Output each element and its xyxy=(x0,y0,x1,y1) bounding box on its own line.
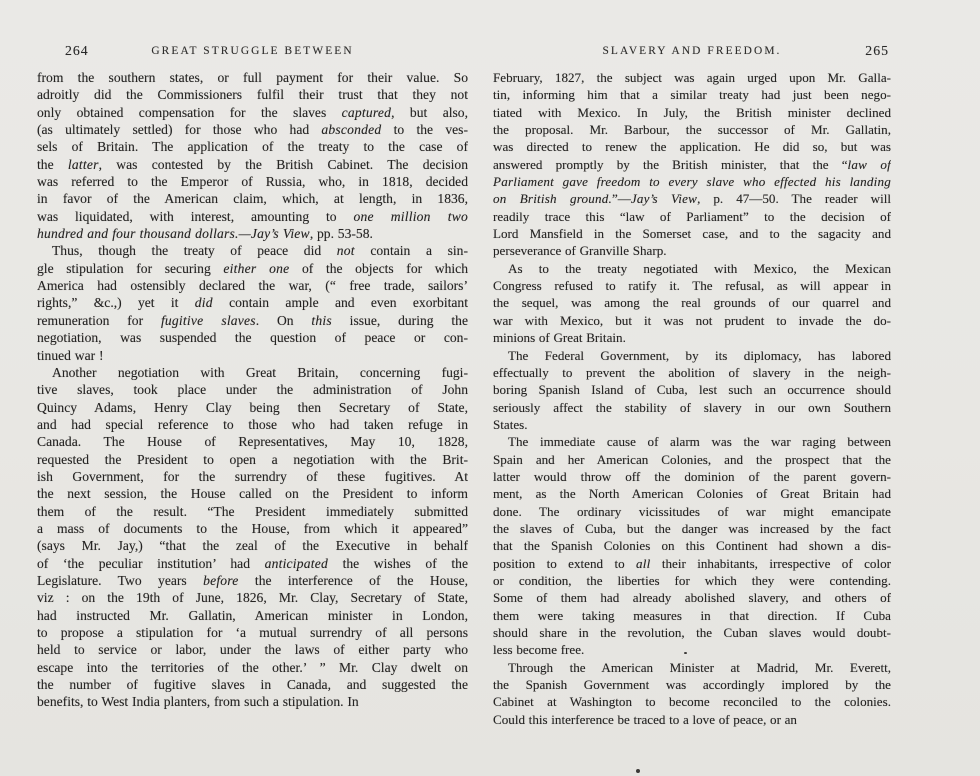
text-line: held to service or labor, under the laws of either party who xyxy=(37,642,468,658)
text-line: was referred to the Emperor of Russia, who, in 1818, decided xyxy=(37,174,468,190)
text-line: Lord Mansfield in the Somerset case, and to the sagacity and xyxy=(493,226,891,242)
text-line: war with Mexico, but it was not prudent to invade the do- xyxy=(493,312,891,328)
text-line: done. The ordinary vicissitudes of war might emancipate xyxy=(493,503,891,519)
text-line: (as ultimately settled) for those who had absconded to the ves- xyxy=(37,122,468,138)
text-line: (says Mr. Jay,) “that the zeal of the Executive in behalf xyxy=(37,538,468,554)
text-line: escape into the territories of the other.’ ” Mr. Clay dwelt on xyxy=(37,659,468,675)
text-line: tin, informing him that a similar treaty had just been nego- xyxy=(493,87,891,103)
paragraph xyxy=(37,242,468,363)
text-line: Cabinet at Washington to become reconciled to the colonies. xyxy=(493,694,891,710)
text-line: Congress refused to ratify it. The refusal, as will appear in xyxy=(493,278,891,294)
right-page-body xyxy=(493,69,891,728)
left-page xyxy=(37,44,468,711)
text-line: answered promptly by the British minister, that the “law of xyxy=(493,156,891,172)
right-page xyxy=(493,44,891,728)
text-line: The Federal Government, by its diplomacy, has labored xyxy=(508,347,891,363)
text-line: States. xyxy=(493,416,528,432)
text-line: to propose a stipulation for ‘a mutual surrendry of all persons xyxy=(37,625,468,640)
text-line: from the southern states, or full payment for their value. So xyxy=(37,70,468,85)
text-line: effectually to prevent the abolition of slavery in the neigh- xyxy=(493,364,891,380)
text-line: in favor of the American claim, which, at length, in 1836, xyxy=(37,191,468,207)
text-line: the next session, the House called on the President to inform xyxy=(37,486,468,502)
text-line: The immediate cause of alarm was the war raging between xyxy=(508,434,891,450)
left-page-number: 264 xyxy=(65,43,89,58)
paragraph xyxy=(493,347,891,434)
text-line: readily trace this “law of Parliament” to the decision of xyxy=(493,208,891,224)
text-line: that the Spanish Colonies on this Continent had shown a dis- xyxy=(493,538,891,554)
text-line: viz : on the 19th of June, 1826, Mr. Clay, Secretary of State, xyxy=(37,590,468,606)
text-line: was liquidated, with interest, amounting to one million two xyxy=(37,208,468,224)
text-line: position to extend to all their inhabitants, irrespective of color xyxy=(493,555,891,571)
text-line: less become free. xyxy=(493,642,585,658)
text-line: minions of Great Britain. xyxy=(493,330,626,346)
text-line: the sequel, was among the real grounds of our quarrel and xyxy=(493,295,891,311)
text-line: America had ostensibly declared the war, (“ free trade, sailors’ xyxy=(37,278,468,294)
text-line: should share in the revolution, the Cuban slaves would doubt- xyxy=(493,625,891,640)
right-running-head: SLAVERY AND FREEDOM. xyxy=(602,45,782,57)
text-line: the slaves of Cuba, but the danger was increased by the fact xyxy=(493,520,891,536)
text-line: Spain and her American Colonies, and the prospect that the xyxy=(493,451,891,467)
text-line: a mass of documents to the House, from which it appeared” xyxy=(37,520,468,536)
left-page-body xyxy=(37,69,468,711)
paragraph xyxy=(493,659,891,728)
text-line: sels of Britain. The application of the treaty to the case of xyxy=(37,139,468,155)
left-page-header xyxy=(37,44,468,60)
text-line: adroitly did the Commissioners fulfil their trust that they not xyxy=(37,87,468,103)
text-line: rights,” &c.,) yet it did contain ample and even exorbitant xyxy=(37,295,468,311)
left-running-head: GREAT STRUGGLE BETWEEN xyxy=(151,45,354,57)
scan-speck xyxy=(684,652,687,654)
text-line: Another negotiation with Great Britain, concerning fugi- xyxy=(52,364,468,380)
text-line: only obtained compensation for the slaves captured, but also, xyxy=(37,104,468,120)
text-line: Canada. The House of Representatives, May 10, 1828, xyxy=(37,434,468,450)
text-line: boring Spanish Island of Cuba, lest such an occurrence should xyxy=(493,382,891,398)
text-line: Quincy Adams, Henry Clay being then Secretary of State, xyxy=(37,399,468,415)
text-line: Some of them had already abolished slavery, and others of xyxy=(493,590,891,606)
text-line: the Spanish Government was accordingly implored by the xyxy=(493,677,891,693)
text-line: latter would throw off the dominion of the parent govern- xyxy=(493,468,891,484)
text-line: tive slaves, took place under the administration of John xyxy=(37,382,468,398)
text-line: Parliament gave freedom to every slave who effected his landing xyxy=(493,174,891,190)
text-line: requested the President to open a negotiation with the Brit- xyxy=(37,451,468,467)
text-line: hundred and four thousand dollars.—Jay’s View, pp. 53-58. xyxy=(37,226,373,242)
text-line: As to the treaty negotiated with Mexico, the Mexican xyxy=(508,260,891,276)
text-line: remuneration for fugitive slaves. On this issue, during the xyxy=(37,312,468,328)
text-line: tiated with Mexico. In July, the British minister declined xyxy=(493,104,891,120)
text-line: negotiation, was suspended the question of peace or con- xyxy=(37,330,468,346)
text-line: February, 1827, the subject was again urged upon Mr. Galla- xyxy=(493,70,891,85)
text-line: Through the American Minister at Madrid, Mr. Everett, xyxy=(508,659,891,675)
text-line: Thus, though the treaty of peace did not contain a sin- xyxy=(52,243,468,259)
paragraph xyxy=(37,364,468,711)
text-line: Could this interference be traced to a love of peace, or an xyxy=(493,711,797,727)
paragraph xyxy=(37,69,468,242)
text-line: the latter, was contested by the British Cabinet. The decision xyxy=(37,156,468,172)
paragraph xyxy=(493,69,891,260)
text-line: Legislature. Two years before the interference of the House, xyxy=(37,572,468,588)
right-page-number: 265 xyxy=(865,43,889,58)
text-line: ment, as the North American Colonies of Great Britain had xyxy=(493,486,891,502)
text-line: had instructed Mr. Gallatin, American minister in London, xyxy=(37,607,468,623)
text-line: was directed to renew the application. He did so, but was xyxy=(493,139,891,155)
text-line: or condition, the liberties for which they were contending. xyxy=(493,572,891,588)
text-line: gle stipulation for securing either one of the objects for which xyxy=(37,260,468,276)
text-line: of ‘the peculiar institution’ had anticipated the wishes of the xyxy=(37,555,468,571)
right-page-header xyxy=(493,44,891,60)
text-line: the proposal. Mr. Barbour, the successor of Mr. Gallatin, xyxy=(493,122,891,138)
paragraph xyxy=(493,433,891,658)
text-line: ish Government, for the surrendry of these fugitives. At xyxy=(37,468,468,484)
text-line: tinued war ! xyxy=(37,347,104,363)
scan-speck xyxy=(636,769,640,773)
text-line: seriously affect the stability of slavery in our own Southern xyxy=(493,399,891,415)
text-line: them of the result. “The President immediately submitted xyxy=(37,503,468,519)
text-line: benefits, to West India planters, from such a stipulation. In xyxy=(37,694,359,710)
text-line: the number of fugitive slaves in Canada, and suggested the xyxy=(37,677,468,693)
text-line: perseverance of Granville Sharp. xyxy=(493,243,667,259)
text-line: them were taking measures in that direction. If Cuba xyxy=(493,607,891,623)
text-line: and had special reference to those who had taken refuge in xyxy=(37,416,468,432)
text-line: on British ground.”—Jay’s View, p. 47—50. The reader will xyxy=(493,191,891,207)
paragraph xyxy=(493,260,891,347)
